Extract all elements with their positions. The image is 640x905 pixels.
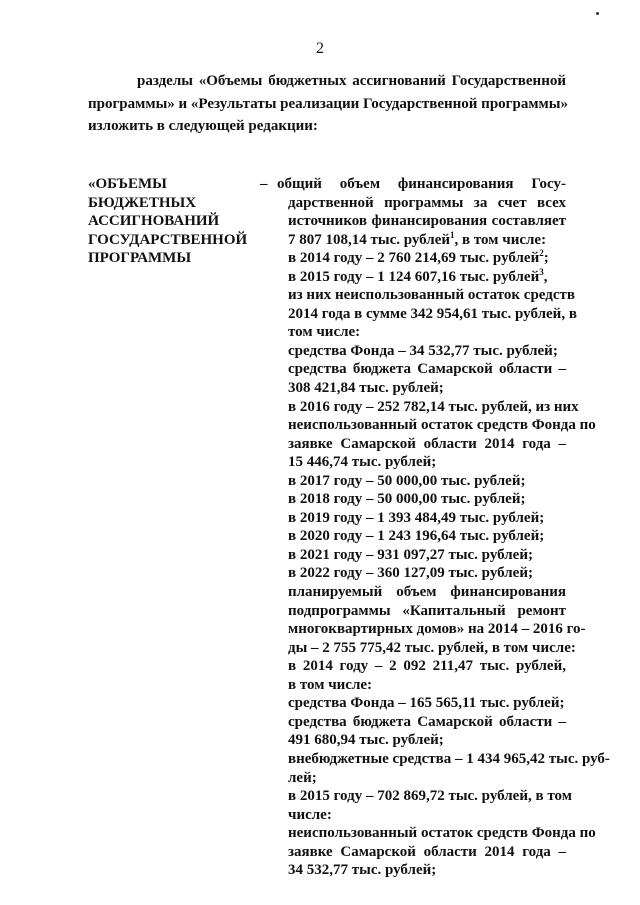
section-title-line: АССИГНОВАНИЙ bbox=[88, 213, 220, 229]
intro-line-1: разделы «Объемы бюджетных ассигнований Государственной bbox=[137, 73, 566, 89]
content-line: в 2019 году – 1 393 484,49 тыс. рублей; bbox=[288, 509, 545, 526]
section-title-line: ПРОГРАММЫ bbox=[88, 250, 192, 266]
content-line-2014 bbox=[277, 249, 566, 268]
content-line: числе: bbox=[288, 806, 332, 823]
intro-line-3: изложить в следующей редакции: bbox=[88, 118, 318, 134]
content-line: заявке Самарской области 2014 года – bbox=[288, 843, 566, 860]
section-title-line: «ОБЪЕМЫ bbox=[88, 176, 167, 192]
content-line: в 2015 году – 702 869,72 тыс. рублей, в том bbox=[288, 788, 572, 805]
content-line: средства Фонда – 34 532,77 тыс. рублей; bbox=[288, 342, 558, 359]
content-line: из них неиспользованный остаток средств bbox=[288, 287, 575, 304]
content-line: внебюджетные средства – 1 434 965,42 тыс. руб- bbox=[288, 750, 610, 767]
total-suffix: , в том числе: bbox=[454, 231, 547, 248]
content-line: общий объем финансирования Госу- bbox=[277, 176, 566, 192]
content-line: в 2014 году – 2 092 211,47 тыс. рублей, bbox=[288, 658, 566, 675]
content-line: неиспользованный остаток средств Фонда по bbox=[288, 825, 596, 842]
content-line: подпрограммы «Капитальный ремонт bbox=[288, 602, 566, 619]
content-line: средства бюджета Самарской области – bbox=[288, 713, 566, 730]
content-line: 308 421,84 тыс. рублей; bbox=[288, 380, 444, 397]
content-line: в 2021 году – 931 097,27 тыс. рублей; bbox=[288, 546, 533, 563]
footnote-mark: 3 bbox=[539, 266, 544, 277]
content-line: в 2016 году – 252 782,14 тыс. рублей, из них bbox=[288, 398, 579, 415]
content-line: в 2020 году – 1 243 196,64 тыс. рублей; bbox=[288, 528, 545, 545]
content-line: дарственной программы за счет всех bbox=[288, 194, 566, 211]
section-title bbox=[88, 175, 263, 268]
content-line: 34 532,77 тыс. рублей; bbox=[288, 862, 437, 879]
intro-paragraph bbox=[88, 70, 566, 138]
content-line: средства Фонда – 165 565,11 тыс. рублей; bbox=[288, 695, 565, 712]
year-2014-suffix: ; bbox=[543, 250, 549, 267]
section-dash: – bbox=[260, 176, 268, 192]
content-line: планируемый объем финансирования bbox=[288, 584, 566, 601]
scan-speck bbox=[596, 12, 599, 15]
content-line: средства бюджета Самарской области – bbox=[288, 361, 566, 378]
year-2015-amount: в 2015 году – 1 124 607,16 тыс. рублей bbox=[288, 268, 540, 285]
year-2014-amount: в 2014 году – 2 760 214,69 тыс. рублей bbox=[288, 250, 540, 267]
section-title-line: БЮДЖЕТНЫХ bbox=[88, 194, 197, 211]
content-line-total bbox=[277, 231, 566, 250]
content-line: лей; bbox=[288, 769, 317, 786]
content-line: неиспользованный остаток средств Фонда по bbox=[288, 417, 596, 434]
year-2015-suffix: , bbox=[543, 268, 548, 285]
content-line: заявке Самарской области 2014 года – bbox=[288, 435, 566, 452]
content-line: ды – 2 755 775,42 тыс. рублей, в том числе: bbox=[288, 639, 576, 656]
section-content bbox=[277, 175, 610, 880]
content-line-2015 bbox=[277, 268, 566, 287]
content-line: том числе: bbox=[288, 324, 361, 341]
content-line: 491 680,94 тыс. рублей; bbox=[288, 732, 444, 749]
footnote-mark: 1 bbox=[450, 229, 455, 240]
content-line: в 2022 году – 360 127,09 тыс. рублей; bbox=[288, 565, 533, 582]
page-number: 2 bbox=[316, 40, 324, 57]
section-title-line: ГОСУДАРСТВЕННОЙ bbox=[88, 231, 248, 248]
content-line: многоквартирных домов» на 2014 – 2016 го- bbox=[288, 621, 586, 638]
total-amount: 7 807 108,14 тыс. рублей bbox=[288, 231, 451, 248]
content-line: источников финансирования составляет bbox=[288, 213, 566, 230]
content-line: в том числе: bbox=[288, 676, 373, 693]
content-line: 2014 года в сумме 342 954,61 тыс. рублей, в bbox=[288, 305, 577, 322]
content-line: в 2018 году – 50 000,00 тыс. рублей; bbox=[288, 491, 526, 508]
content-line: 15 446,74 тыс. рублей; bbox=[288, 454, 437, 471]
footnote-mark: 2 bbox=[539, 248, 544, 259]
content-line: в 2017 году – 50 000,00 тыс. рублей; bbox=[288, 472, 526, 489]
intro-line-2: программы» и «Результаты реализации Государственной программы» bbox=[88, 95, 568, 112]
